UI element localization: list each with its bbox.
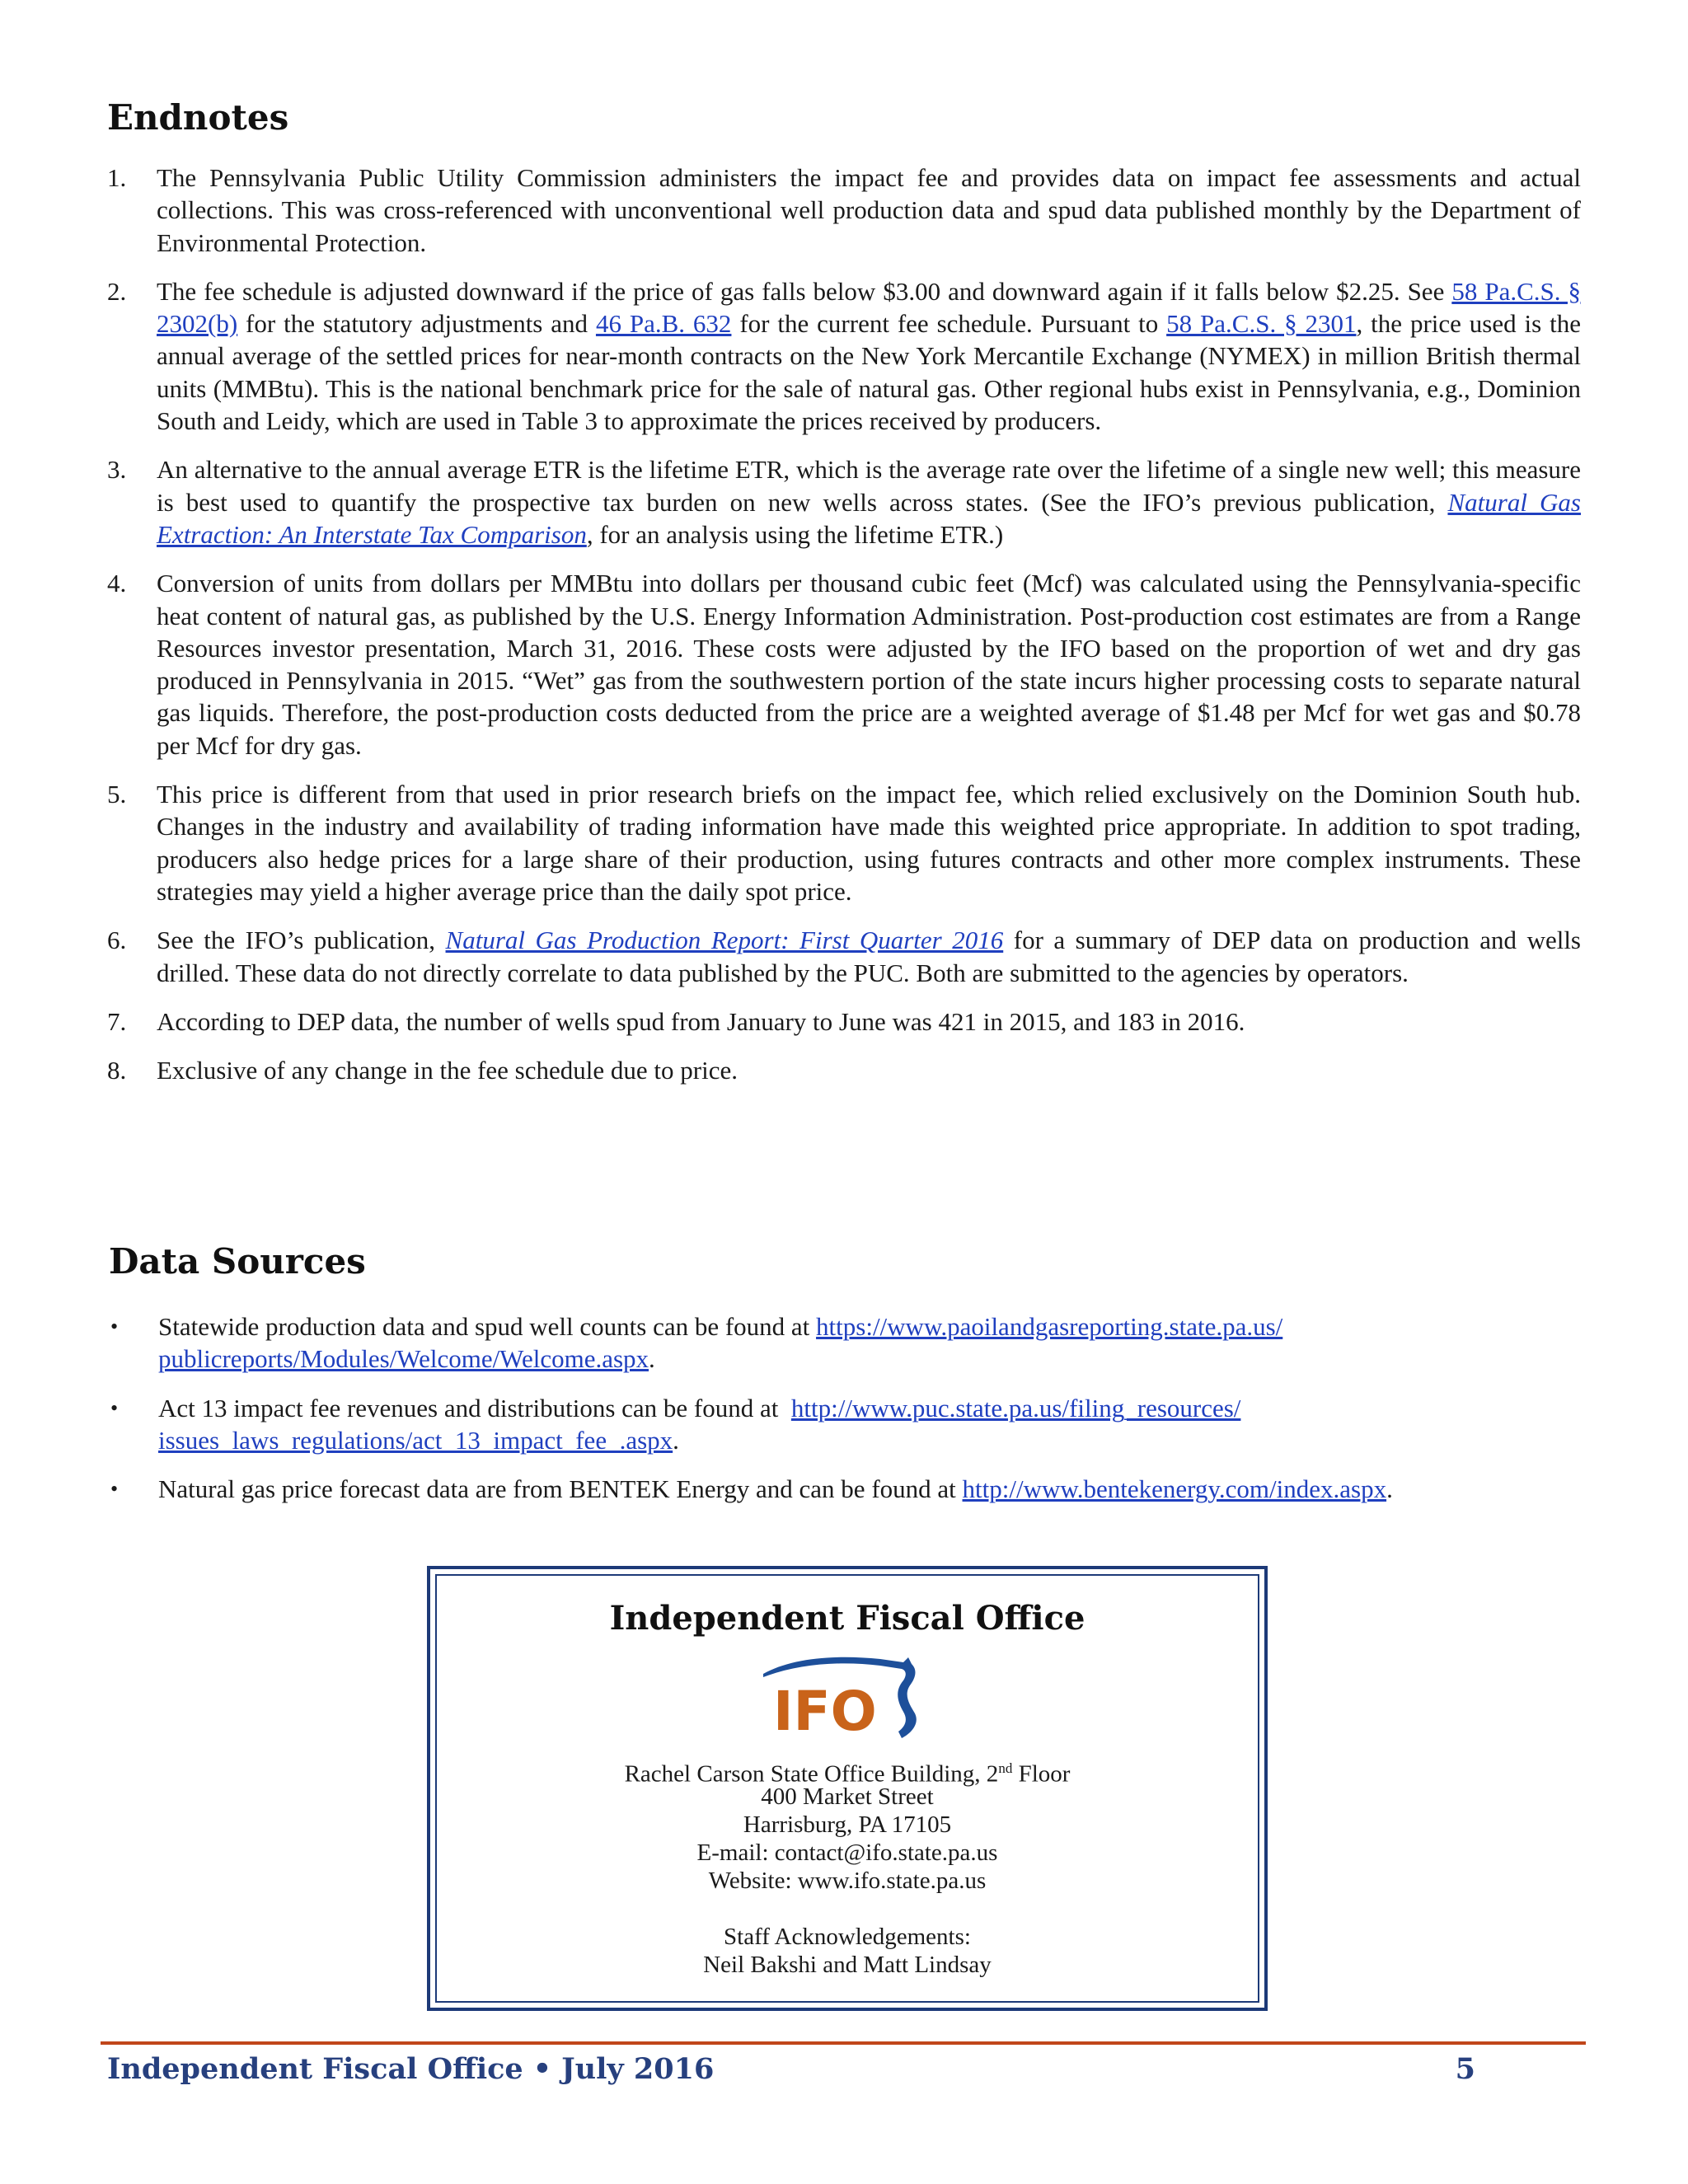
endnote-text: The fee schedule is adjusted downward if the price of gas falls below $3.00 and downward again if it falls below $2.25. See — [157, 276, 1452, 306]
endnote-text: According to DEP data, the number of wells spud from January to June was 421 in 2015, and 183 in 2016. — [157, 1006, 1245, 1036]
endnote-number: 2. — [107, 276, 127, 306]
bentek-energy-link[interactable]: http://www.bentekenergy.com/index.aspx — [962, 1474, 1387, 1504]
data-source-text: Act 13 impact fee revenues and distributions can be found at — [158, 1393, 791, 1422]
contact-box — [427, 1566, 1268, 2011]
data-source-item — [107, 1310, 1581, 1376]
endnote-item — [107, 924, 1581, 989]
contact-box-inner — [435, 1574, 1259, 2003]
endnote-item — [107, 453, 1581, 551]
endnote-text: An alternative to the annual average ETR is the lifetime ETR, which is the average rate over the lifetime of a single new well; this measure is best used to quantify the prospective tax burden on new wells across states. (See the IFO’s previous publication, — [157, 455, 1581, 517]
punctuation: . — [1386, 1474, 1393, 1504]
data-source-item — [107, 1473, 1581, 1505]
bullet-icon: • — [110, 1477, 119, 1502]
link-part: https://www.paoilandgasreporting.state.pa.us/ — [816, 1312, 1283, 1341]
link-part: http://www.puc.state.pa.us/filing_resources/ — [790, 1393, 1241, 1422]
punctuation: . — [649, 1344, 655, 1374]
endnote-text: for the statutory adjustments and — [237, 309, 596, 339]
footer-org-date — [107, 2052, 714, 2086]
contact-email: E-mail: contact@ifo.state.pa.us — [696, 1840, 998, 1866]
address-line-2: 400 Market Street — [761, 1783, 934, 1810]
endnote-item — [107, 162, 1581, 259]
punctuation: . — [673, 1425, 679, 1455]
footer-separator: • — [532, 2052, 552, 2086]
endnote-text: , for an analysis using the lifetime ETR.) — [586, 519, 1004, 549]
endnote-number: 5. — [107, 780, 127, 809]
bullet-icon: • — [110, 1315, 119, 1338]
interstate-tax-comparison-link[interactable]: Natural Gas Extraction: An Interstate Tax Comparison — [157, 487, 1581, 549]
staff-ack-names: Neil Bakshi and Matt Lindsay — [703, 1952, 992, 1978]
endnote-number: 1. — [107, 163, 127, 192]
footer-rule — [101, 2041, 1586, 2045]
contact-address — [437, 1755, 1258, 1979]
address-line-3: Harrisburg, PA 17105 — [743, 1811, 952, 1838]
endnote-text: for the current fee schedule. Pursuant to — [731, 309, 1167, 339]
endnotes-list — [107, 162, 1581, 1103]
ifo-logo-icon — [757, 1652, 938, 1741]
endnote-text: See the IFO’s publication, — [157, 926, 446, 955]
endnotes-heading: Endnotes — [107, 97, 289, 138]
endnote-item — [107, 1005, 1581, 1038]
endnote-text: The Pennsylvania Public Utility Commission administers the impact fee and provides data on impact fee assessments and actual collections. This was cross-referenced with unconventional well production data and spud data published monthly by the Department of Environmental Protection. — [157, 163, 1581, 257]
address-line-1 — [437, 1755, 1258, 1788]
logo-text: IFO — [773, 1680, 877, 1741]
data-source-item — [107, 1392, 1581, 1457]
endnote-number: 3. — [107, 455, 127, 485]
endnote-item — [107, 567, 1581, 762]
footer-org: Independent Fiscal Office — [107, 2052, 523, 2086]
contact-title: Independent Fiscal Office — [609, 1599, 1085, 1638]
link-part: issues_laws_regulations/act_13_impact_fee_.aspx — [158, 1425, 673, 1455]
endnote-number: 7. — [107, 1006, 127, 1036]
production-report-link[interactable]: Natural Gas Production Report: First Quarter 2016 — [445, 926, 1004, 955]
spacer — [437, 1895, 1258, 1923]
bullet-icon: • — [110, 1395, 119, 1420]
link-part: publicreports/Modules/Welcome/Welcome.aspx — [158, 1344, 649, 1374]
data-source-text: Natural gas price forecast data are from BENTEK Energy and can be found at — [158, 1474, 963, 1504]
contact-website: Website: www.ifo.state.pa.us — [708, 1868, 987, 1894]
address-building: Rachel Carson State Office Building, 2 — [624, 1760, 999, 1788]
address-floor: Floor — [1012, 1760, 1071, 1788]
endnote-text: for a summary of DEP data on production and wells drilled. These data do not directly correlate to data published by the PUC. Both are submitted to the agencies by operators. — [157, 926, 1582, 987]
address-floor-suffix: nd — [998, 1760, 1013, 1776]
statute-link-2301[interactable]: 58 Pa.C.S. § 2301 — [1166, 309, 1357, 339]
statute-link-2302b[interactable]: 58 Pa.C.S. § 2302(b) — [157, 276, 1581, 339]
endnote-text: This price is different from that used in prior research briefs on the impact fee, which relied exclusively on the Dominion South hub. Changes in the industry and availability of trading information have made this weighted price appropriate. In addition to spot trading, producers also hedge prices for a large share of their production, using futures contracts and other more complex instruments. These strategies may yield a higher average price than the daily spot price. — [157, 780, 1581, 906]
pa-bulletin-link[interactable]: 46 Pa.B. 632 — [595, 309, 732, 339]
endnote-number: 4. — [107, 569, 127, 598]
endnote-text: Conversion of units from dollars per MMBtu into dollars per thousand cubic feet (Mcf) was calculated using the Pennsylvania-specific heat content of natural gas, as published by the U.S. Energy Information Administration. Post-production cost estimates are from a Range Resources investor presentation, March 31, 2016. These costs were adjusted by the IFO based on the proportion of wet and dry gas produced in Pennsylvania in 2015. “Wet” gas from the southwestern portion of the state incurs higher processing costs to separate natural gas liquids. Therefore, the post-production costs deducted from the price are a weighted average of $1.48 per Mcf for wet gas and $0.78 per Mcf for dry gas. — [157, 569, 1581, 760]
endnote-item — [107, 275, 1581, 437]
data-sources-list — [107, 1310, 1581, 1521]
endnote-item — [107, 778, 1581, 907]
endnote-item — [107, 1054, 1581, 1086]
data-sources-heading: Data Sources — [109, 1241, 366, 1282]
page-number: 5 — [1455, 2052, 1475, 2086]
staff-ack-label: Staff Acknowledgements: — [724, 1924, 971, 1950]
endnote-text: Exclusive of any change in the fee schedule due to price. — [157, 1056, 738, 1085]
footer-date: July 2016 — [561, 2052, 715, 2086]
endnote-number: 8. — [107, 1056, 127, 1085]
endnote-number: 6. — [107, 926, 127, 955]
endnote-text: , the price used is the annual average of the settled prices for near-month contracts on the New York Mercantile Exchange (NYMEX) in million British thermal units (MMBtu). This is the national benchmark price for the sale of natural gas. Other regional hubs exist in Pennsylvania, e.g., Dominion South and Leidy, which are used in Table 3 to approximate the prices received by producers. — [157, 309, 1581, 436]
data-source-text: Statewide production data and spud well counts can be found at — [158, 1312, 817, 1341]
